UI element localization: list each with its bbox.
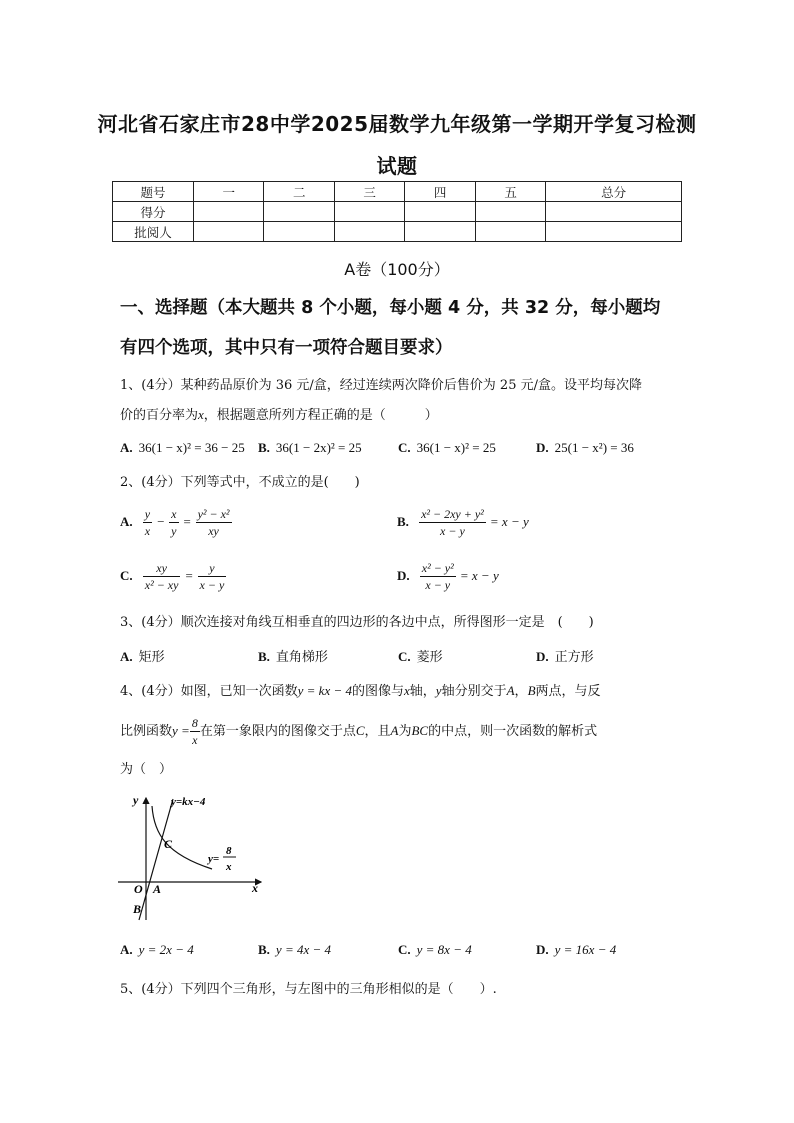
q2-option-b[interactable] xyxy=(397,506,529,539)
option-label: D. xyxy=(536,942,549,957)
option-label: B. xyxy=(397,514,409,529)
hyperbola-curve xyxy=(152,806,212,869)
score-header-cell: 四 xyxy=(405,182,475,202)
score-table xyxy=(112,181,682,242)
fraction xyxy=(143,560,181,593)
option-label: C. xyxy=(398,440,411,455)
option-expr: y = 16x − 4 xyxy=(554,942,617,957)
option-label: A. xyxy=(120,440,133,455)
option-label: D. xyxy=(397,568,410,583)
q1-var-x: x xyxy=(198,407,204,422)
text: 为 xyxy=(398,724,412,739)
q4-option-a[interactable] xyxy=(120,942,194,958)
denominator: x − y xyxy=(199,578,225,592)
option-text: 菱形 xyxy=(416,650,443,665)
score-header-cell: 题号 xyxy=(113,182,194,202)
option-expr: y = 4x − 4 xyxy=(275,942,332,957)
q1-option-c[interactable] xyxy=(398,440,496,456)
q1-option-b[interactable] xyxy=(258,440,362,456)
math-var: BC xyxy=(411,723,429,738)
fraction xyxy=(198,560,227,593)
score-row-label: 得分 xyxy=(113,202,194,222)
score-cell[interactable] xyxy=(264,202,334,222)
exam-title-line2: 试题 xyxy=(376,154,418,178)
q4-option-c[interactable] xyxy=(398,942,472,958)
score-cell[interactable] xyxy=(194,222,264,242)
score-header-cell: 总分 xyxy=(546,182,682,202)
score-cell[interactable] xyxy=(334,222,404,242)
rest: = x − y xyxy=(459,568,499,583)
fraction xyxy=(169,506,178,539)
point-a-label: A xyxy=(153,882,162,896)
option-label: C. xyxy=(398,649,411,664)
point-b-label: B xyxy=(133,902,142,916)
option-label: A. xyxy=(120,942,133,957)
math-expr: y = kx − 4 xyxy=(297,683,352,698)
denominator: x xyxy=(192,733,198,747)
op: = xyxy=(182,514,192,529)
numerator: y xyxy=(198,560,227,577)
option-expr: 36(1 − x)² = 25 xyxy=(416,440,496,455)
text: 轴， xyxy=(409,684,436,699)
score-row-label: 批阅人 xyxy=(113,222,194,242)
denominator: x − y xyxy=(440,524,465,538)
text: 比例函数 xyxy=(120,724,173,739)
denominator: x − y xyxy=(425,578,451,592)
q1-line1: 1、(4分）某种药品原价为 36 元/盒，经过连续两次降价后售价为 25 元/盒。设平均每次降 xyxy=(120,378,642,393)
score-header-cell: 三 xyxy=(334,182,404,202)
option-label: B. xyxy=(258,440,270,455)
text: 两点，与反 xyxy=(535,684,601,699)
rest: = x − y xyxy=(489,514,529,529)
q3-option-a[interactable] xyxy=(120,646,165,665)
math-var: A xyxy=(506,683,515,698)
score-cell[interactable] xyxy=(334,202,404,222)
option-label: D. xyxy=(536,649,549,664)
numerator: xy xyxy=(143,560,181,577)
score-cell[interactable] xyxy=(405,222,475,242)
score-cell[interactable] xyxy=(405,202,475,222)
score-cell[interactable] xyxy=(264,222,334,242)
denominator: xy xyxy=(208,524,219,538)
q1-option-a[interactable] xyxy=(120,440,245,456)
fraction xyxy=(143,506,152,539)
option-label: B. xyxy=(258,649,270,664)
text: ， xyxy=(514,684,528,699)
option-expr: y = 8x − 4 xyxy=(416,942,472,957)
linear-function-line xyxy=(139,799,173,920)
math-var: A xyxy=(390,723,399,738)
option-expr: 36(1 − 2x)² = 25 xyxy=(275,440,362,455)
curve-label-denominator: x xyxy=(226,861,232,873)
q1-line2-pre: 价的百分率为 xyxy=(120,408,199,423)
numerator: x² − y² xyxy=(421,561,454,575)
numerator: 8 xyxy=(191,716,198,730)
option-label: C. xyxy=(120,568,133,583)
q4-line2 xyxy=(120,714,680,749)
y-axis-label: y xyxy=(133,794,139,807)
math-var: C xyxy=(355,723,365,738)
fraction xyxy=(196,506,232,539)
option-expr: y = 2x − 4 xyxy=(138,942,194,957)
q1-line2-post: ，根据题意所列方程正确的是（ ） xyxy=(203,408,438,423)
text: 4、(4分）如图，已知一次函数 xyxy=(120,684,298,699)
q3-option-b[interactable] xyxy=(258,646,328,665)
option-text: 直角梯形 xyxy=(275,650,328,665)
score-header-cell: 一 xyxy=(194,182,264,202)
denominator: y xyxy=(171,524,177,538)
q5-stem: 5、(4分）下列四个三角形，与左图中的三角形相似的是（ ）. xyxy=(120,982,497,997)
option-label: A. xyxy=(120,514,133,529)
numerator: x² − 2xy + y² xyxy=(421,507,484,521)
option-expr: 25(1 − x²) = 36 xyxy=(554,440,634,455)
text: 的图像与 xyxy=(351,684,404,699)
option-label: C. xyxy=(398,942,411,957)
part1-heading-line1: 一、选择题（本大题共 8 个小题，每小题 4 分，共 32 分，每小题均 xyxy=(120,298,661,318)
x-axis-label: x xyxy=(252,881,258,895)
option-text: 正方形 xyxy=(554,650,594,665)
math-expr: y = xyxy=(172,723,190,738)
q1-line2 xyxy=(120,401,680,430)
curve-label-numerator: 8 xyxy=(226,845,232,857)
q2-option-c[interactable] xyxy=(120,560,226,593)
numerator: y² − x² xyxy=(197,507,230,521)
option-text: 矩形 xyxy=(138,650,165,665)
q4-option-d[interactable] xyxy=(536,942,616,958)
q2-stem: 2、(4分）下列等式中，不成立的是( ) xyxy=(120,475,360,490)
exam-title-line1: 河北省石家庄市28中学2025届数学九年级第一学期开学复习检测 xyxy=(97,112,697,136)
option-label: B. xyxy=(258,942,270,957)
q2-option-a[interactable] xyxy=(120,506,232,539)
point-c-label: C xyxy=(164,837,173,851)
score-cell[interactable] xyxy=(475,222,545,242)
text: 轴分别交于 xyxy=(441,684,507,699)
q2-option-d[interactable] xyxy=(397,560,499,593)
curve-label-y: y= xyxy=(208,853,220,865)
option-label: D. xyxy=(536,440,549,455)
numerator: y xyxy=(144,507,151,521)
section-a-heading: A卷（100分） xyxy=(344,260,450,279)
q4-option-b[interactable] xyxy=(258,942,331,958)
score-table-row xyxy=(113,202,682,222)
op: = xyxy=(184,568,194,583)
op: − xyxy=(156,514,166,529)
option-label: A. xyxy=(120,649,133,664)
numerator: x xyxy=(171,507,177,521)
line-equation-label: y=kx−4 xyxy=(171,796,206,808)
score-cell[interactable] xyxy=(546,222,682,242)
denominator: x xyxy=(144,524,151,538)
fraction xyxy=(190,715,200,748)
text: ，且 xyxy=(364,724,391,739)
score-table-row xyxy=(113,222,682,242)
score-header-cell: 五 xyxy=(475,182,545,202)
math-var: B xyxy=(527,683,536,698)
fraction xyxy=(419,506,486,539)
q4-line1 xyxy=(120,677,680,706)
math-var: y xyxy=(435,683,442,698)
score-cell[interactable] xyxy=(194,202,264,222)
part1-heading-line2: 有四个选项，其中只有一项符合题目要求） xyxy=(120,338,453,358)
text: 在第一象限内的图像交于点 xyxy=(199,724,356,739)
denominator: x² − xy xyxy=(144,578,179,592)
option-expr: 36(1 − x)² = 36 − 25 xyxy=(138,440,245,455)
q3-stem: 3、(4分）顺次连接对角线互相垂直的四边形的各边中点，所得图形一定是 ( ) xyxy=(120,615,594,630)
q3-option-d[interactable] xyxy=(536,646,594,665)
q3-option-c[interactable] xyxy=(398,646,443,665)
score-table-header-row xyxy=(113,182,682,202)
score-header-cell: 二 xyxy=(264,182,334,202)
math-var: x xyxy=(404,683,410,698)
score-cell[interactable] xyxy=(475,202,545,222)
origin-label: O xyxy=(134,882,143,896)
text: 的中点，则一次函数的解析式 xyxy=(428,724,598,739)
score-cell[interactable] xyxy=(546,202,682,222)
fraction xyxy=(420,560,456,593)
q4-line3: 为（ ） xyxy=(120,762,173,777)
q1-option-d[interactable] xyxy=(536,440,634,456)
q4-figure xyxy=(116,794,266,924)
